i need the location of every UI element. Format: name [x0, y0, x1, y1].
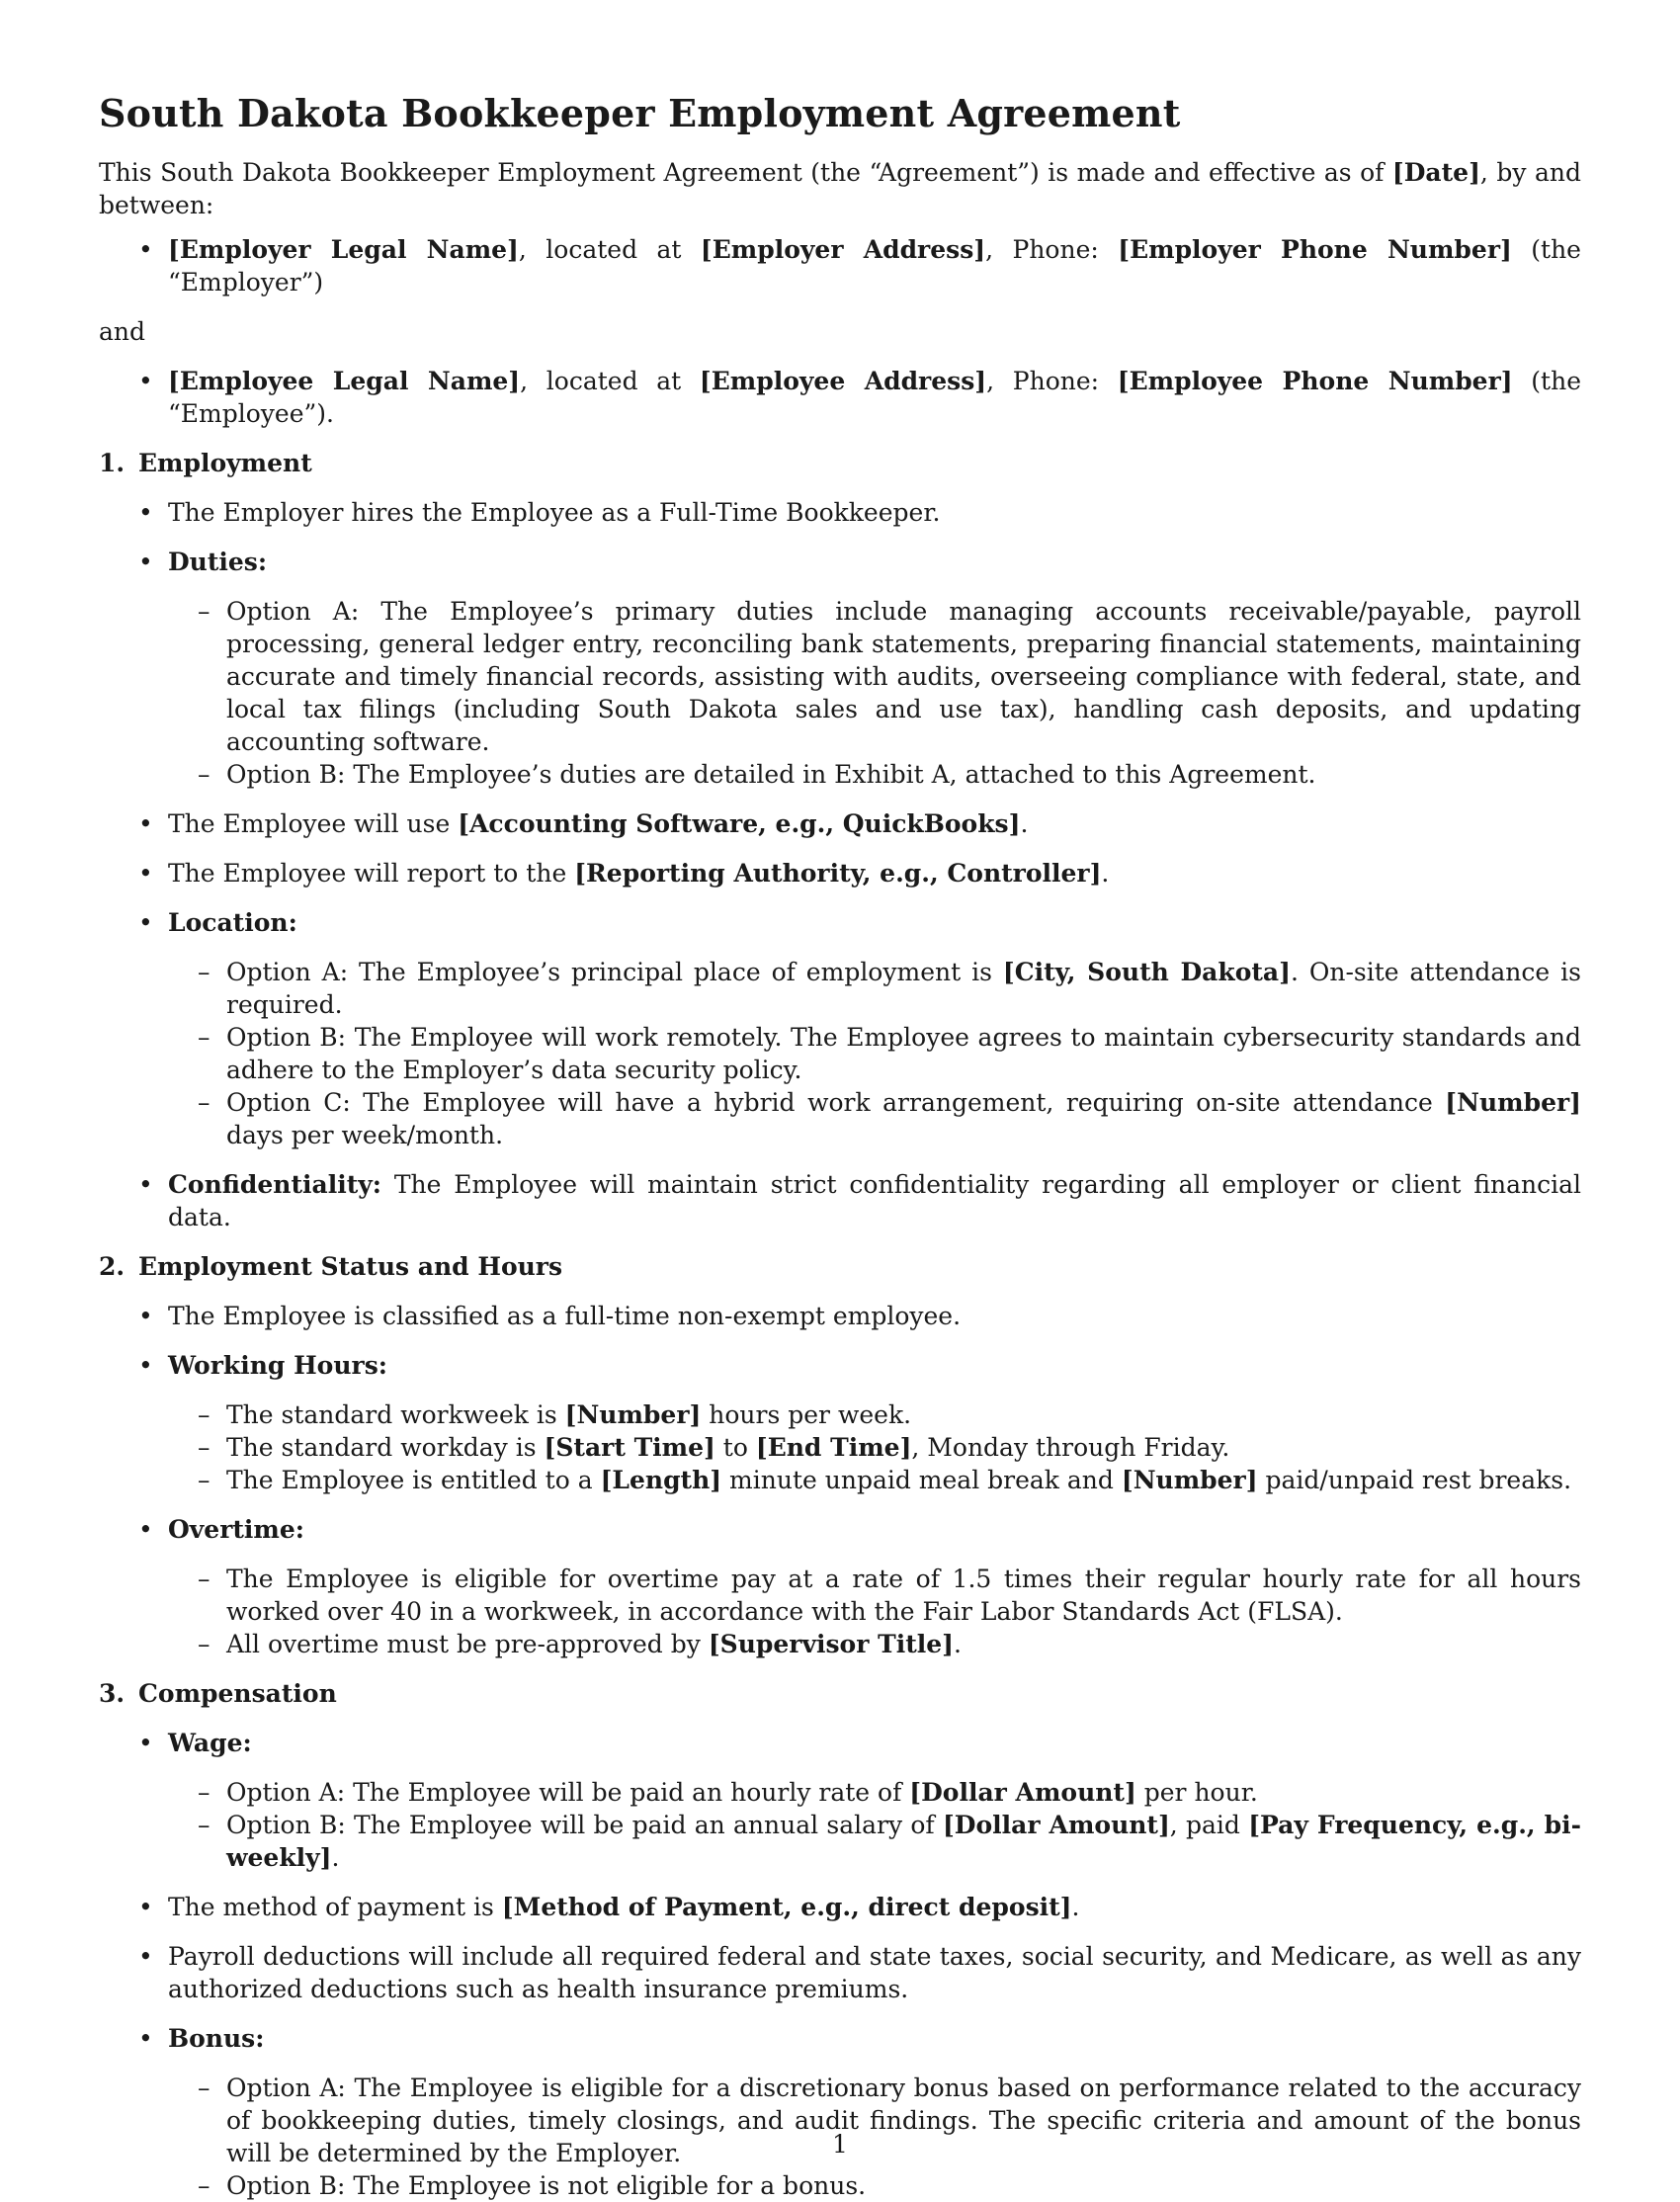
option-item: – Option B: The Employee will work remotely. The Employee agrees to maintain cybersecurity standards and adhere to the Employer’s data security policy.	[226, 1021, 1581, 1086]
list-item	[168, 906, 1581, 1151]
option-item	[226, 1628, 1581, 1660]
location-options	[168, 956, 1581, 1151]
intro-paragraph	[99, 156, 1581, 221]
employee-name-placeholder: [Employee Legal Name]	[168, 367, 521, 395]
text: , located at	[518, 235, 701, 264]
list-item: • The Employee is classified as a full-time non-exempt employee.	[168, 1300, 1581, 1332]
text: Option A: The Employee will be paid an hourly rate of	[226, 1778, 910, 1807]
text: , Monday through Friday.	[911, 1433, 1230, 1462]
option-item	[226, 1398, 1581, 1431]
section-title: Employment Status and Hours	[138, 1252, 563, 1281]
text: .	[954, 1630, 962, 1658]
text: to	[714, 1433, 756, 1462]
intro-text-end: , by and between:	[99, 158, 1581, 219]
text: paid/unpaid rest breaks.	[1257, 1466, 1572, 1494]
reporting-placeholder: [Reporting Authority, e.g., Controller]	[574, 859, 1102, 888]
option-item: – Option B: The Employee is not eligible for a bonus.	[226, 2169, 1581, 2202]
list-item	[168, 1727, 1581, 1874]
text: minute unpaid meal break and	[721, 1466, 1122, 1494]
text: Option B: The Employee will be paid an annual salary of	[226, 1811, 943, 1839]
list-item: • Payroll deductions will include all required federal and state taxes, social security, and Medicare, as well as any authorized deductions such as health insurance premiums.	[168, 1940, 1581, 2005]
text: All overtime must be pre-approved by	[226, 1630, 709, 1658]
text: (the “Employer”)	[168, 235, 1581, 296]
intro-text: This South Dakota Bookkeeper Employment Agreement (the “Agreement”) is made and effective as of	[99, 158, 1392, 187]
employer-party	[168, 233, 1581, 298]
text: The Employee will use	[168, 809, 459, 838]
list-item: • The Employer hires the Employee as a Full-Time Bookkeeper.	[168, 496, 1581, 529]
wage-options	[168, 1776, 1581, 1874]
employee-phone-placeholder: [Employee Phone Number]	[1117, 367, 1513, 395]
wage-label: Wage:	[168, 1729, 252, 1757]
payment-method-placeholder: [Method of Payment, e.g., direct deposit]	[501, 1893, 1072, 1921]
length-placeholder: [Length]	[600, 1466, 722, 1494]
text: The standard workday is	[226, 1433, 545, 1462]
option-item	[226, 1464, 1581, 1496]
dollar-amount-placeholder: [Dollar Amount]	[942, 1811, 1170, 1839]
employer-address-placeholder: [Employer Address]	[700, 235, 986, 264]
start-time-placeholder: [Start Time]	[544, 1433, 715, 1462]
bonus-label: Bonus:	[168, 2024, 265, 2053]
section-2-heading	[99, 1250, 1581, 1283]
section-1-heading	[99, 447, 1581, 479]
and-conjunction: and	[99, 317, 146, 346]
section-number: 2.	[99, 1252, 126, 1281]
text: , Phone:	[985, 235, 1119, 264]
duties-label: Duties:	[168, 548, 268, 576]
text: The standard workweek is	[226, 1400, 565, 1429]
working-hours-label: Working Hours:	[168, 1351, 388, 1380]
pay-frequency-placeholder: [Pay Frequency, e.g., bi-weekly]	[226, 1811, 1581, 1872]
working-hours-items	[168, 1398, 1581, 1496]
section-title: Compensation	[138, 1679, 337, 1708]
section-1-list	[99, 496, 1581, 1233]
number-placeholder: [Number]	[1121, 1466, 1258, 1494]
option-item: – The Employee is eligible for overtime pay at a rate of 1.5 times their regular hourly rate for all hours worked over 40 in a workweek, in accordance with the Fair Labor Standards Act (FLSA).	[226, 1563, 1581, 1628]
text: , Phone:	[986, 367, 1118, 395]
dollar-amount-placeholder: [Dollar Amount]	[909, 1778, 1136, 1807]
employee-address-placeholder: [Employee Address]	[699, 367, 987, 395]
list-item	[168, 1349, 1581, 1496]
overtime-items	[168, 1563, 1581, 1660]
end-time-placeholder: [End Time]	[755, 1433, 912, 1462]
option-item	[226, 1086, 1581, 1151]
section-number: 3.	[99, 1679, 126, 1708]
list-item	[168, 2022, 1581, 2202]
text: .	[1101, 859, 1110, 888]
city-placeholder: [City, South Dakota]	[1002, 958, 1291, 986]
date-placeholder: [Date]	[1391, 158, 1480, 187]
text: per hour.	[1135, 1778, 1258, 1807]
section-2-list	[99, 1300, 1581, 1660]
text: hours per week.	[701, 1400, 912, 1429]
option-item	[226, 956, 1581, 1021]
list-item	[168, 1891, 1581, 1923]
text: . On-site attendance is required.	[226, 958, 1581, 1019]
software-placeholder: [Accounting Software, e.g., QuickBooks]	[458, 809, 1021, 838]
employer-phone-placeholder: [Employer Phone Number]	[1118, 235, 1512, 264]
overtime-label: Overtime:	[168, 1515, 305, 1544]
employee-party	[168, 365, 1581, 430]
section-title: Employment	[138, 449, 312, 477]
document-title: South Dakota Bookkeeper Employment Agreement	[99, 91, 1181, 135]
number-placeholder: [Number]	[564, 1400, 702, 1429]
section-number: 1.	[99, 449, 126, 477]
text: The Employee will report to the	[168, 859, 575, 888]
option-item	[226, 1431, 1581, 1464]
employer-name-placeholder: [Employer Legal Name]	[168, 235, 519, 264]
text: The Employee is entitled to a	[226, 1466, 601, 1494]
location-label: Location:	[168, 908, 297, 937]
employer-party-list	[99, 233, 1581, 298]
confidentiality-label: Confidentiality:	[168, 1170, 382, 1199]
section-3-heading	[99, 1677, 1581, 1710]
list-item	[168, 546, 1581, 791]
option-item: – Option A: The Employee is eligible for a discretionary bonus based on performance related to the accuracy of bookkeeping duties, timely closings, and audit findings. The specific criteria and amount of the bonus will be determined by the Employer.	[226, 2072, 1581, 2169]
text: .	[1020, 809, 1029, 838]
option-item: – Option B: The Employee’s duties are detailed in Exhibit A, attached to this Agreement.	[226, 758, 1581, 791]
text: Option C: The Employee will have a hybrid work arrangement, requiring on-site attendance	[226, 1088, 1446, 1117]
list-item	[168, 1168, 1581, 1233]
text: .	[1071, 1893, 1080, 1921]
employee-party-list	[99, 365, 1581, 430]
option-item	[226, 1776, 1581, 1809]
text: (the “Employee”).	[168, 367, 1581, 428]
page-number: 1	[832, 2130, 848, 2159]
option-item: – Option A: The Employee’s primary duties include managing accounts receivable/payable, payroll processing, general ledger entry, reconciling bank statements, preparing financial statements, maintaining accurate and timely financial records, assisting with audits, overseeing compliance with federal, state, and local tax filings (including South Dakota sales and use tax), handling cash deposits, and updating accounting software.	[226, 595, 1581, 758]
list-item	[168, 1513, 1581, 1660]
supervisor-placeholder: [Supervisor Title]	[708, 1630, 954, 1658]
text: The Employee will maintain strict confidentiality regarding all employer or client financial data.	[168, 1170, 1581, 1231]
number-placeholder: [Number]	[1445, 1088, 1581, 1117]
text: days per week/month.	[226, 1121, 504, 1149]
text: , paid	[1169, 1811, 1249, 1839]
duties-options	[168, 595, 1581, 791]
text: The method of payment is	[168, 1893, 502, 1921]
text: Option A: The Employee’s principal place of employment is	[226, 958, 1003, 986]
text: .	[331, 1843, 340, 1872]
option-item	[226, 1809, 1581, 1874]
list-item	[168, 857, 1581, 889]
text: , located at	[520, 367, 700, 395]
list-item	[168, 807, 1581, 840]
